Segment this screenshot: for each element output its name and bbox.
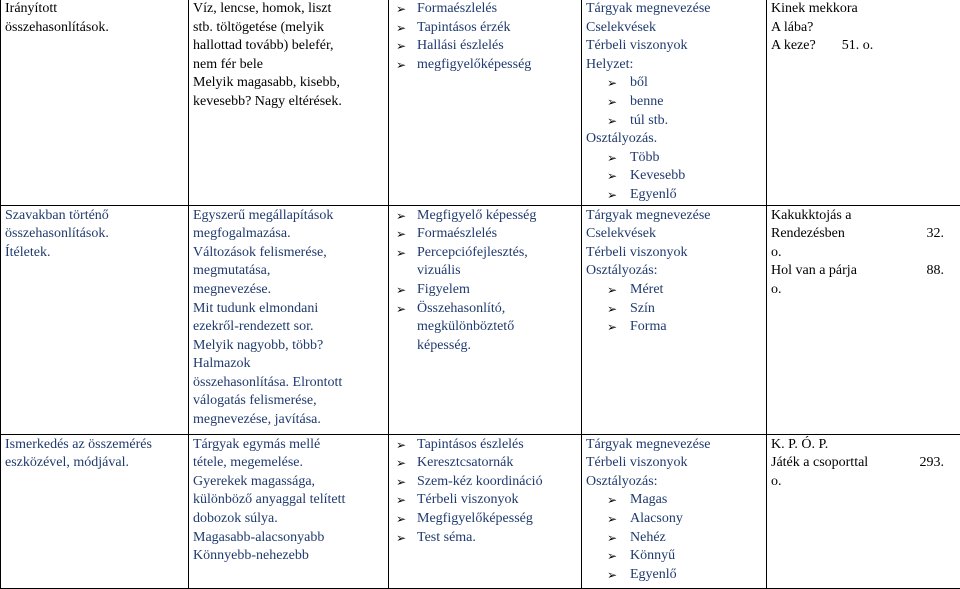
- content-line: Magasabb-alacsonyabb: [193, 529, 384, 548]
- goal-line: eszközével, módjával.: [5, 454, 184, 473]
- arrow-bullet-icon: ➢: [396, 436, 406, 455]
- arrow-bullet-icon: ➢: [396, 510, 406, 529]
- goal-cell: [1, 0, 189, 205]
- goal-line: Ismerkedés az összemérés: [5, 436, 184, 455]
- goal-line: Ítéletek.: [5, 244, 184, 263]
- game-line: A keze? 51. o.: [771, 37, 956, 56]
- arrow-bullet-icon: ➢: [607, 112, 617, 131]
- goal-cell: [1, 434, 189, 588]
- games-cell: [767, 205, 960, 434]
- list-item: ➢ Percepciófejlesztés,: [393, 244, 577, 263]
- list-item: ➢ Egyenlő: [586, 186, 762, 205]
- content-line: Víz, lencse, homok, liszt: [193, 0, 384, 19]
- arrow-bullet-icon: ➢: [607, 510, 617, 529]
- game-line: Rendezésben 32.: [771, 225, 956, 244]
- list-item: ➢ Test séma.: [393, 529, 577, 548]
- content-line: Változások felismerése,: [193, 244, 384, 263]
- skills-list: [393, 0, 577, 74]
- page-ref: 88.: [927, 262, 957, 281]
- skills-cell: [389, 0, 582, 205]
- activity-line: Térbeli viszonyok: [586, 454, 762, 473]
- activity-line: Tárgyak megnevezése: [586, 0, 762, 19]
- table-row: [1, 0, 960, 205]
- skills-list: [393, 436, 577, 548]
- list-item: ➢ Megfigyelőképesség: [393, 510, 577, 529]
- game-line: o.: [771, 281, 956, 300]
- activity-line: Helyzet:: [586, 56, 762, 75]
- game-line: K. P. Ó. P.: [771, 436, 956, 455]
- content-line: Melyik nagyobb, több?: [193, 337, 384, 356]
- content-line: stb. töltögetése (melyik: [193, 19, 384, 38]
- arrow-bullet-icon: ➢: [396, 56, 406, 75]
- goal-cell: [1, 205, 189, 434]
- list-item: ➢ Tapintásos észlelés: [393, 436, 577, 455]
- goal-line: Irányított: [5, 0, 184, 19]
- activity-line: Térbeli viszonyok: [586, 37, 762, 56]
- game-line: o.: [771, 473, 956, 492]
- game-line: Kakukktojás a: [771, 207, 956, 226]
- arrow-bullet-icon: ➢: [396, 300, 406, 319]
- arrow-bullet-icon: ➢: [607, 566, 617, 585]
- arrow-bullet-icon: ➢: [396, 207, 406, 226]
- arrow-bullet-icon: ➢: [607, 318, 617, 337]
- skills-cell: [389, 205, 582, 434]
- content-line: megfogalmazása.: [193, 225, 384, 244]
- content-line: kevesebb? Nagy eltérések.: [193, 93, 384, 112]
- arrow-bullet-icon: ➢: [396, 225, 406, 244]
- content-line: megnevezése.: [193, 281, 384, 300]
- content-line: Gyerekek magassága,: [193, 473, 384, 492]
- list-item: ➢ Formaészlelés: [393, 0, 577, 19]
- arrow-bullet-icon: ➢: [607, 281, 617, 300]
- content-line: hallottad tovább) belefér,: [193, 37, 384, 56]
- arrow-bullet-icon: ➢: [396, 37, 406, 56]
- list-item-continued: megkülönböztető: [393, 318, 577, 337]
- content-line: Halmazok: [193, 355, 384, 374]
- activities-cell: [582, 205, 767, 434]
- arrow-bullet-icon: ➢: [607, 300, 617, 319]
- game-line: o.: [771, 244, 956, 263]
- content-cell: [189, 205, 389, 434]
- arrow-bullet-icon: ➢: [607, 93, 617, 112]
- page-ref: 293.: [920, 454, 957, 473]
- list-item: ➢ Alacsony: [586, 510, 762, 529]
- table-row: [1, 205, 960, 434]
- content-line: Tárgyak egymás mellé: [193, 436, 384, 455]
- game-line: Kinek mekkora: [771, 0, 956, 19]
- content-line: megmutatása,: [193, 262, 384, 281]
- activities-cell: [582, 0, 767, 205]
- list-item: ➢ Szín: [586, 300, 762, 319]
- content-cell: [189, 434, 389, 588]
- goal-line: Szavakban történő: [5, 207, 184, 226]
- list-item: ➢ Egyenlő: [586, 566, 762, 585]
- list-item: ➢ Formaészlelés: [393, 225, 577, 244]
- activity-line: Osztályozás.: [586, 130, 762, 149]
- list-item: ➢ Forma: [586, 318, 762, 337]
- list-item: ➢ megfigyelőképesség: [393, 56, 577, 75]
- list-item-continued: képesség.: [393, 337, 577, 356]
- classification-list: [586, 281, 762, 337]
- activities-cell: [582, 434, 767, 588]
- position-list: [586, 74, 762, 130]
- activity-line: Osztályozás:: [586, 262, 762, 281]
- arrow-bullet-icon: ➢: [607, 186, 617, 205]
- arrow-bullet-icon: ➢: [396, 529, 406, 548]
- content-line: Egyszerű megállapítások: [193, 207, 384, 226]
- list-item: ➢ benne: [586, 93, 762, 112]
- arrow-bullet-icon: ➢: [607, 547, 617, 566]
- table-row: [1, 434, 960, 588]
- list-item-continued: vizuális: [393, 262, 577, 281]
- content-line: válogatás felismerése,: [193, 392, 384, 411]
- skills-cell: [389, 434, 582, 588]
- arrow-bullet-icon: ➢: [396, 19, 406, 38]
- game-line: Hol van a párja 88.: [771, 262, 956, 281]
- skills-list: [393, 207, 577, 356]
- list-item: ➢ Megfigyelő képesség: [393, 207, 577, 226]
- content-line: tétele, megemelése.: [193, 454, 384, 473]
- content-line: különböző anyaggal telített: [193, 491, 384, 510]
- activity-line: Tárgyak megnevezése: [586, 207, 762, 226]
- goal-line: összehasonlítások.: [5, 19, 184, 38]
- content-line: ezekről-rendezett sor.: [193, 318, 384, 337]
- list-item: ➢ ből: [586, 74, 762, 93]
- activity-line: Cselekvések: [586, 225, 762, 244]
- list-item: ➢ Kevesebb: [586, 167, 762, 186]
- arrow-bullet-icon: ➢: [607, 529, 617, 548]
- list-item: ➢ Összehasonlító,: [393, 300, 577, 319]
- list-item: ➢ Hallási észlelés: [393, 37, 577, 56]
- page-ref: 51. o.: [842, 38, 874, 53]
- goal-line: összehasonlítások.: [5, 225, 184, 244]
- content-line: dobozok súlya.: [193, 510, 384, 529]
- list-item: ➢ Térbeli viszonyok: [393, 491, 577, 510]
- activity-line: Térbeli viszonyok: [586, 244, 762, 263]
- content-line: Könnyebb-nehezebb: [193, 547, 384, 566]
- content-line: Mit tudunk elmondani: [193, 300, 384, 319]
- list-item: ➢ Figyelem: [393, 281, 577, 300]
- arrow-bullet-icon: ➢: [607, 491, 617, 510]
- quantity-list: [586, 149, 762, 205]
- arrow-bullet-icon: ➢: [396, 0, 406, 19]
- arrow-bullet-icon: ➢: [396, 244, 406, 263]
- game-line: A lába?: [771, 19, 956, 38]
- content-line: Melyik magasabb, kisebb,: [193, 74, 384, 93]
- list-item: ➢ Keresztcsatornák: [393, 454, 577, 473]
- list-item: ➢ Több: [586, 149, 762, 168]
- list-item: ➢ túl stb.: [586, 112, 762, 131]
- arrow-bullet-icon: ➢: [607, 74, 617, 93]
- list-item: ➢ Könnyű: [586, 547, 762, 566]
- list-item: ➢ Nehéz: [586, 529, 762, 548]
- activity-line: Osztályozás:: [586, 473, 762, 492]
- arrow-bullet-icon: ➢: [607, 167, 617, 186]
- game-line: Játék a csoporttal 293.: [771, 454, 956, 473]
- list-item: ➢ Szem-kéz koordináció: [393, 473, 577, 492]
- arrow-bullet-icon: ➢: [396, 473, 406, 492]
- list-item: ➢ Tapintásos érzék: [393, 19, 577, 38]
- page-ref: 32.: [927, 225, 957, 244]
- list-item: ➢ Magas: [586, 491, 762, 510]
- arrow-bullet-icon: ➢: [396, 491, 406, 510]
- content-cell: [189, 0, 389, 205]
- content-line: nem fér bele: [193, 56, 384, 75]
- arrow-bullet-icon: ➢: [396, 454, 406, 473]
- arrow-bullet-icon: ➢: [396, 281, 406, 300]
- measure-list: [586, 491, 762, 584]
- activity-line: Tárgyak megnevezése: [586, 436, 762, 455]
- games-cell: [767, 434, 960, 588]
- list-item: ➢ Méret: [586, 281, 762, 300]
- content-line: megnevezése, javítása.: [193, 411, 384, 430]
- activity-line: Cselekvések: [586, 19, 762, 38]
- games-cell: [767, 0, 960, 205]
- arrow-bullet-icon: ➢: [607, 149, 617, 168]
- content-line: összehasonlítása. Elrontott: [193, 374, 384, 393]
